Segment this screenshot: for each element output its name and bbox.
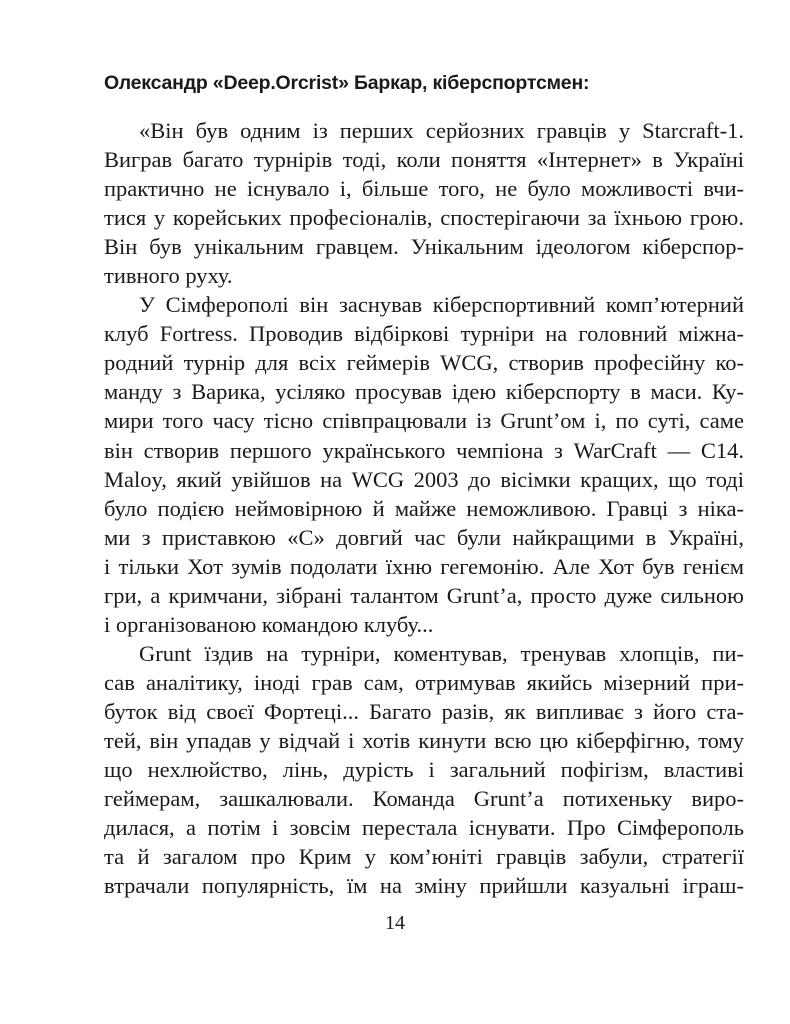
text-line: ми з приставкою «С» довгий час були найкращими в Україні, <box>104 524 744 550</box>
text-line: родний турнір для всіх геймерів WCG, створив професійну ко- <box>104 350 744 376</box>
text-line: та й загалом про Крим у ком’юніті гравців забули, стратегії <box>104 844 744 870</box>
text-line: і тільки Хот зумів подолати їхню гегемонію. Але Хот був генієм <box>104 553 744 579</box>
text-line: «Він був одним із перших серйозних гравців у Starcraft-1. <box>139 118 744 143</box>
page-number: 14 <box>385 912 405 934</box>
text-line: Grunt їздив на турніри, коментував, тренував хлопців, пи- <box>139 640 744 666</box>
paragraph <box>104 290 744 639</box>
quote-author-heading: Олександр «Deep.Orcrist» Баркар, кіберспортсмен: <box>104 72 590 94</box>
paragraph <box>104 639 744 900</box>
text-line: було подією неймовірною й майже неможливою. Гравці з ніка- <box>104 495 744 521</box>
text-line: манду з Варика, усіляко просував ідею кіберспорту в маси. Ку- <box>104 379 744 405</box>
text-line: Він був унікальним гравцем. Унікальним ідеологом кіберспор- <box>104 234 744 260</box>
text-line: тей, він упадав у відчай і хотів кинути всю цю кіберфігню, тому <box>104 727 744 753</box>
text-line: мири того часу тісно співпрацювали із Grunt’ом і, по суті, саме <box>104 408 744 434</box>
text-line: і організованою командою клубу... <box>104 611 434 637</box>
text-line: буток від своєї Фортеці... Багато разів, як випливає з його ста- <box>104 698 744 724</box>
text-line: У Сімферополі він заснував кіберспортивний комп’ютерний <box>139 292 744 318</box>
text-line: практично не існувало і, більше того, не було можливості вчи- <box>104 176 744 202</box>
text-line: Maloy, який увійшов на WCG 2003 до вісімки кращих, що тоді <box>104 466 744 492</box>
text-line: гри, а кримчани, зібрані талантом Grunt’a, просто дуже сильною <box>104 582 744 608</box>
text-line: тися у корейських професіоналів, спостерігаючи за їхньою грою. <box>104 205 744 231</box>
text-line: що нехлюйство, лінь, дурість і загальний пофігізм, властиві <box>104 757 744 783</box>
text-line: сав аналітику, іноді грав сам, отримував якийсь мізерний при- <box>104 669 744 695</box>
text-line: втрачали популярність, їм на зміну прийшли казуальні іграш- <box>104 873 744 899</box>
text-line: тивного руху. <box>104 263 233 289</box>
paragraph <box>104 116 744 290</box>
text-line: дилася, а потім і зовсім перестала існувати. Про Сімферополь <box>104 815 744 841</box>
quote-body <box>104 116 744 900</box>
text-line: він створив першого українського чемпіона з WarCraft — C14. <box>104 437 744 463</box>
text-line: Виграв багато турнірів тоді, коли поняття «Інтернет» в Україні <box>104 147 744 173</box>
text-line: клуб Fortress. Проводив відбіркові турніри на головний міжна- <box>104 321 744 347</box>
text-line: геймерам, зашкалювали. Команда Grunt’a потихеньку виро- <box>104 786 744 812</box>
